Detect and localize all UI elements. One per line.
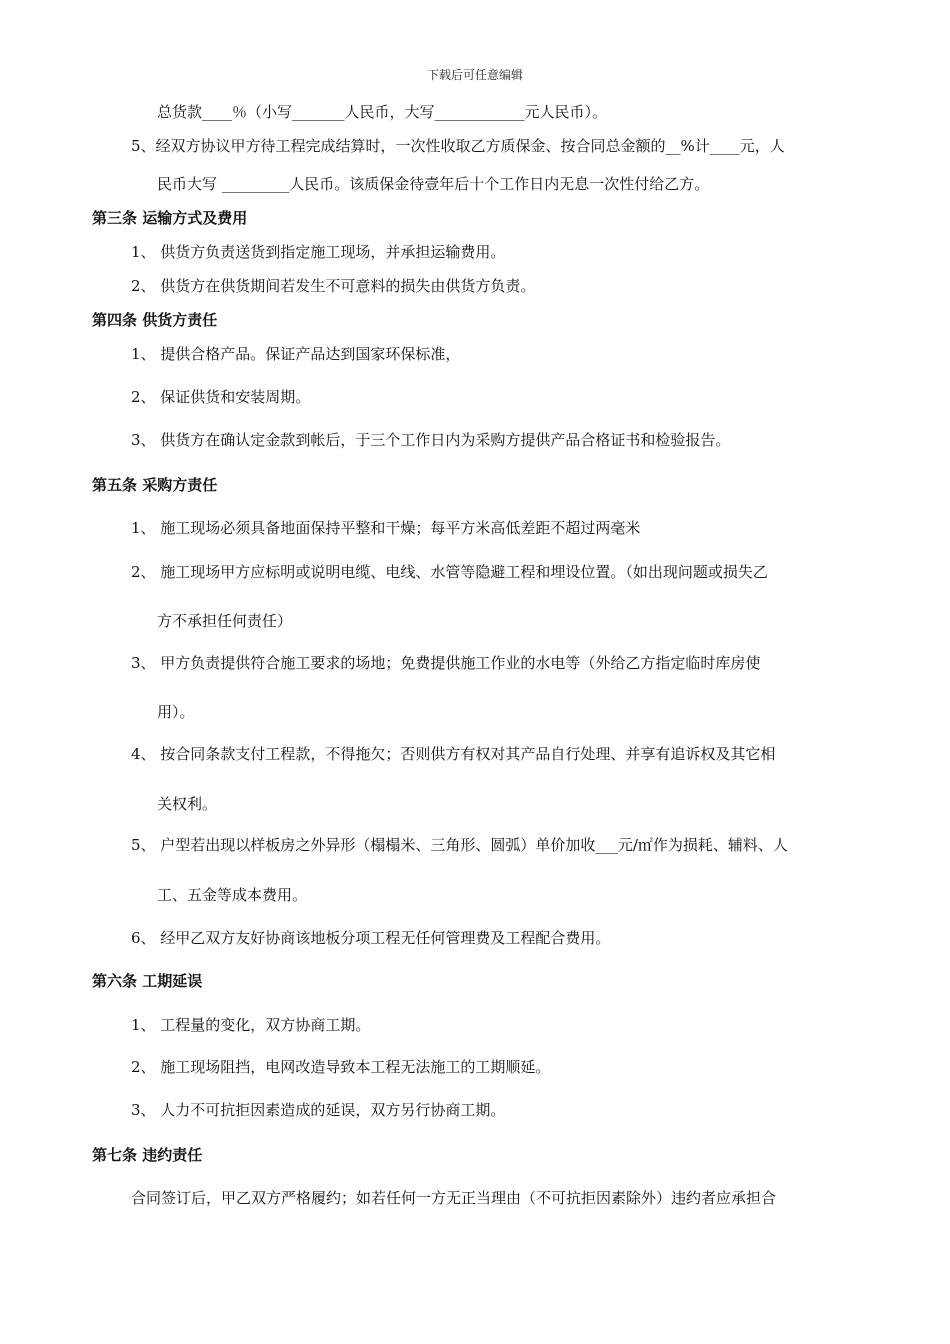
clause-item: 2、 保证供货和安装周期。 [131, 388, 311, 406]
section-heading-5: 第五条 采购方责任 [92, 476, 218, 494]
clause-item: 2、 施工现场甲方应标明或说明电缆、电线、水管等隐避工程和埋设位置。（如出现问题或损失乙 [131, 563, 768, 581]
clause-item: 2、 施工现场阻挡，电网改造导致本工程无法施工的工期顺延。 [131, 1058, 551, 1076]
payment-line: 总货款____％（小写_______人民币，大写____________元人民币）。 [157, 103, 608, 121]
clause-item-continued: 民币大写 _________人民币。该质保金待壹年后十个工作日内无息一次性付给乙方。 [157, 175, 710, 193]
clause-item: 1、 供货方负责送货到指定施工现场，并承担运输费用。 [131, 243, 506, 261]
clause-item-continued: 用）。 [157, 703, 195, 721]
clause-item: 1、 工程量的变化，双方协商工期。 [131, 1016, 371, 1034]
page-header-note: 下载后可任意编辑 [426, 68, 523, 82]
clause-item-continued: 关权利。 [157, 795, 218, 813]
clause-item: 5、经双方协议甲方待工程完成结算时，一次性收取乙方质保金、按合同总金额的__%计____元，人 [131, 137, 785, 155]
paragraph-text: 合同签订后，甲乙双方严格履约；如若任何一方无正当理由（不可抗拒因素除外）违约者应承担合 [131, 1189, 777, 1207]
section-heading-4: 第四条 供货方责任 [92, 311, 218, 329]
clause-item: 4、 按合同条款支付工程款，不得拖欠；否则供方有权对其产品自行处理、并享有追诉权及其它相 [131, 745, 776, 763]
section-heading-6: 第六条 工期延误 [92, 972, 203, 990]
clause-item: 5、 户型若出现以样板房之外异形（榻榻米、三角形、圆弧）单价加收___元/㎡作为损耗、辅料、人 [131, 836, 788, 854]
section-heading-7: 第七条 违约责任 [92, 1146, 203, 1164]
clause-item-continued: 方不承担任何责任） [157, 612, 293, 630]
clause-item: 2、 供货方在供货期间若发生不可意料的损失由供货方负责。 [131, 277, 536, 295]
clause-item: 3、 供货方在确认定金款到帐后，于三个工作日内为采购方提供产品合格证书和检验报告。 [131, 431, 731, 449]
clause-item: 1、 提供合格产品。保证产品达到国家环保标准， [131, 345, 461, 363]
clause-item: 3、 人力不可抗拒因素造成的延误，双方另行协商工期。 [131, 1101, 506, 1119]
section-heading-3: 第三条 运输方式及费用 [92, 209, 248, 227]
clause-item: 6、 经甲乙双方友好协商该地板分项工程无任何管理费及工程配合费用。 [131, 929, 611, 947]
clause-item-continued: 工、五金等成本费用。 [157, 886, 308, 904]
clause-item: 3、 甲方负责提供符合施工要求的场地；免费提供施工作业的水电等（外给乙方指定临时库房使 [131, 654, 761, 672]
clause-item: 1、 施工现场必须具备地面保持平整和干燥；每平方米高低差距不超过两毫米 [131, 519, 641, 537]
